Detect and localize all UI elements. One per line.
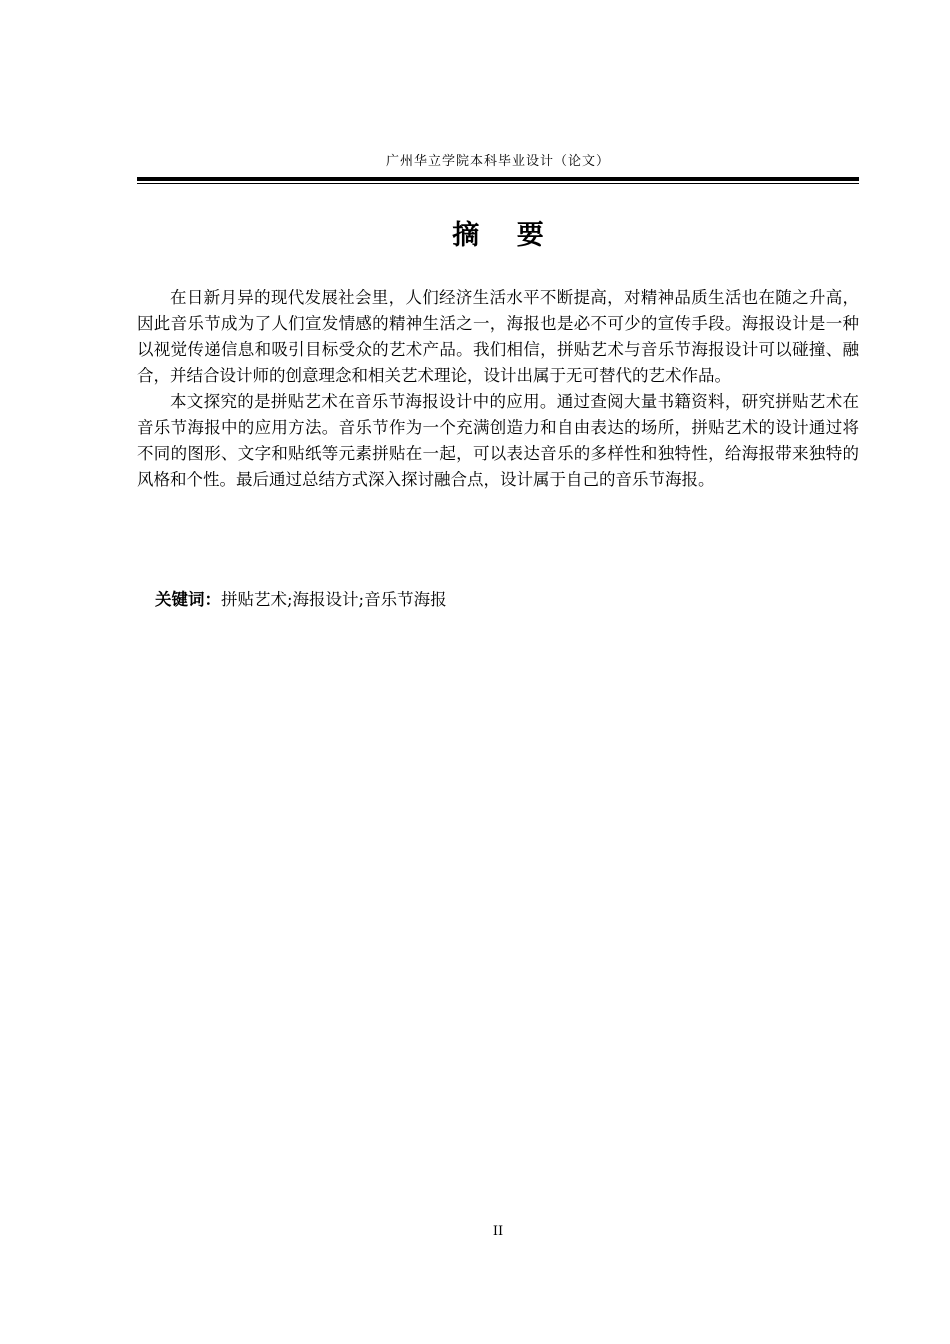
abstract-body	[137, 285, 859, 493]
keywords-label: 关键词：	[155, 590, 221, 609]
abstract-paragraph-2: 本文探究的是拼贴艺术在音乐节海报设计中的应用。通过查阅大量书籍资料，研究拼贴艺术在音乐节海报中的应用方法。音乐节作为一个充满创造力和自由表达的场所，拼贴艺术的设计通过将不同的图形、文字和贴纸等元素拼贴在一起，可以表达音乐的多样性和独特性，给海报带来独特的风格和个性。最后通过总结方式深入探讨融合点，设计属于自己的音乐节海报。	[137, 392, 859, 489]
header-rule-thick	[137, 177, 859, 181]
running-header: 广州华立学院本科毕业设计（论文）	[385, 154, 610, 169]
page-number: II	[492, 1224, 504, 1239]
abstract-paragraph-1: 在日新月异的现代发展社会里，人们经济生活水平不断提高，对精神品质生活也在随之升高，因此音乐节成为了人们宣发情感的精神生活之一，海报也是必不可少的宣传手段。海报设计是一种以视觉传递信息和吸引目标受众的艺术产品。我们相信，拼贴艺术与音乐节海报设计可以碰撞、融合，并结合设计师的创意理念和相关艺术理论，设计出属于无可替代的艺术作品。	[137, 288, 859, 385]
keywords-line	[155, 587, 447, 613]
header-rule-thin	[137, 183, 859, 184]
keywords-value: 拼贴艺术;海报设计;音乐节海报	[221, 590, 447, 609]
abstract-title: 摘 要	[452, 220, 558, 251]
